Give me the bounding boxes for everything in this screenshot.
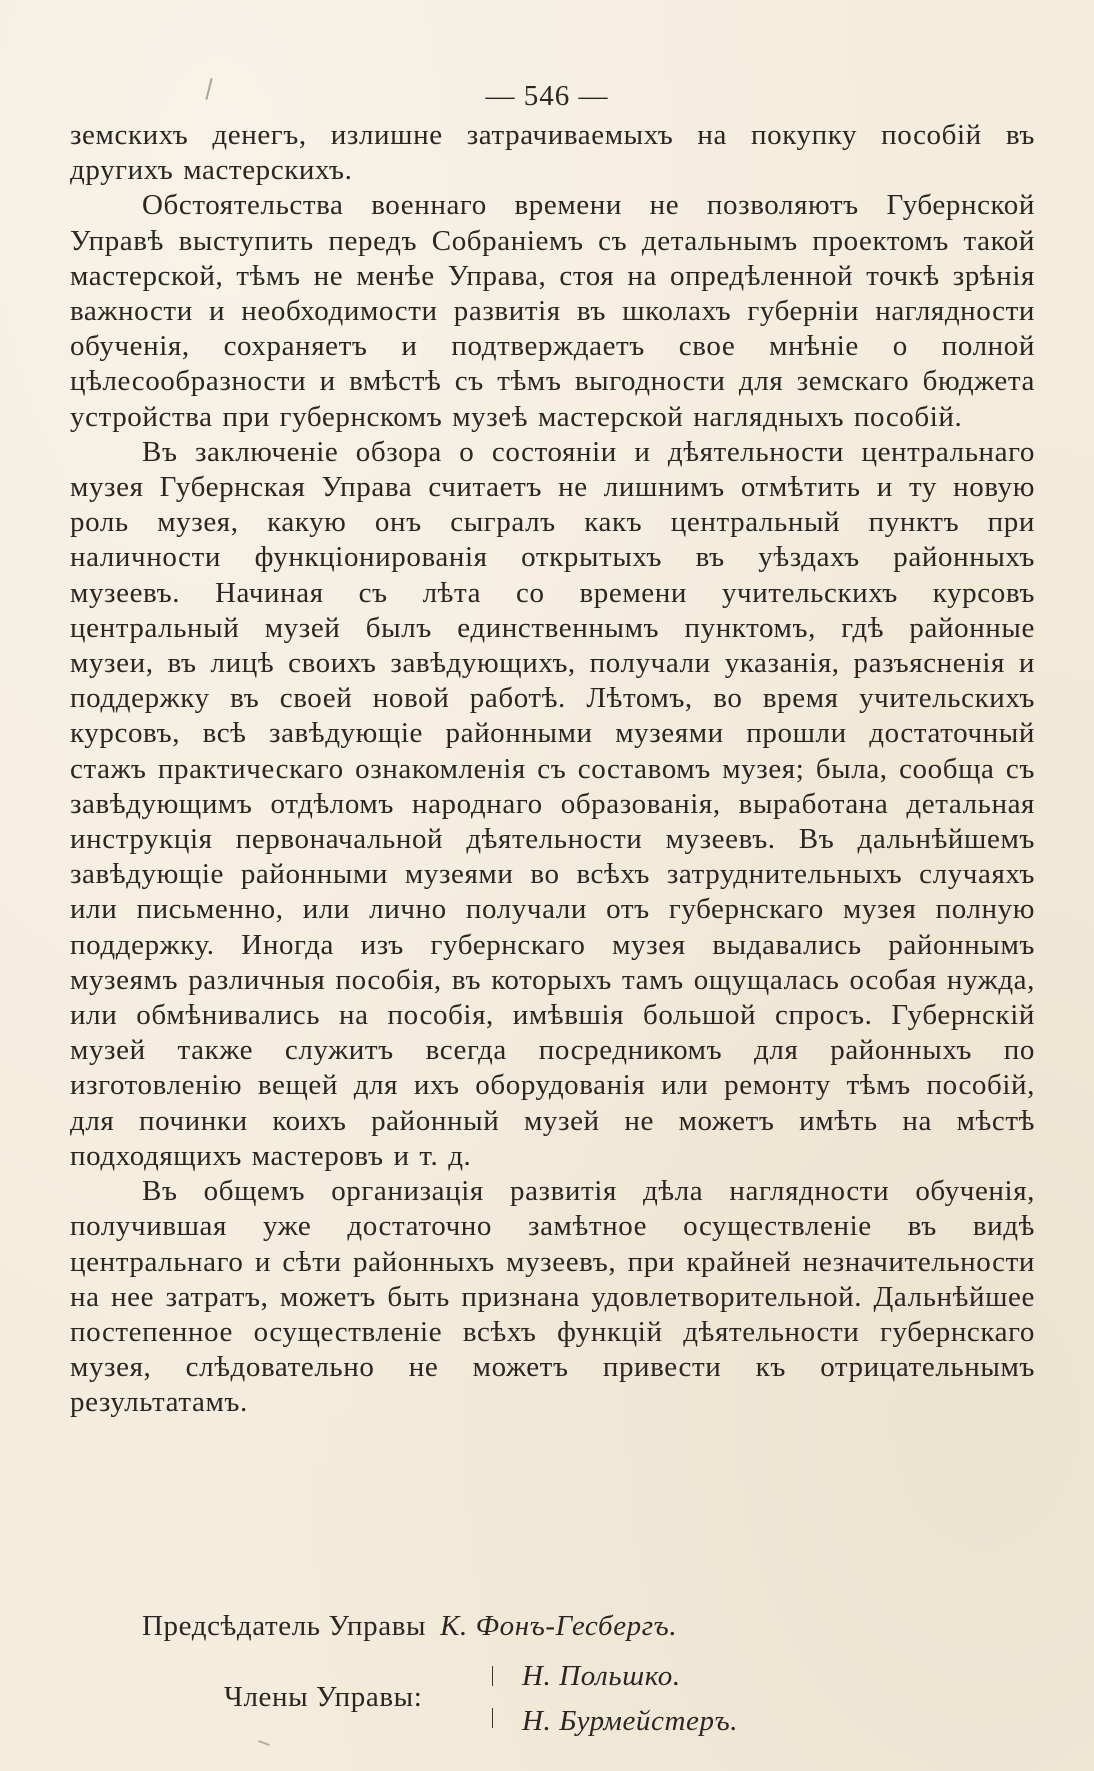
member-signature: Н. Польшко.	[522, 1660, 681, 1692]
brace-bottom	[492, 1708, 493, 1728]
paragraph-conclusion: Въ общемъ организація развитія дѣла наглядности обученія, получившая уже достаточно замѣтное осуществленіе въ видѣ центральнаго и сѣти районныхъ музеевъ, при крайней незначительности на нее затратъ, можетъ быть признана удовлетворительной. Дальнѣйшее постепенное осуществленіе всѣхъ функцій дѣятельности губернскаго музея, слѣдовательно не можетъ привести къ отрицательнымъ результатамъ.	[70, 1175, 1035, 1419]
body-text	[70, 118, 1035, 1421]
chairman-name: К. Фонъ-Гесбергъ.	[440, 1610, 678, 1642]
pencil-mark	[258, 1740, 270, 1746]
paragraph-workshop: Обстоятельства военнаго времени не позволяютъ Губернской Управѣ выступить передъ Собраніемъ съ детальнымъ проектомъ такой мастерской, тѣмъ не менѣе Управа, стоя на опредѣленной точкѣ зрѣнія важности и необходимости развитія въ школахъ губерніи наглядности обученія, сохраняетъ и подтверждаетъ свое мнѣніе о полной цѣлесообразности и вмѣстѣ съ тѣмъ выгодности для земскаго бюджета устройства при губернскомъ музеѣ мастерской наглядныхъ пособій.	[70, 189, 1035, 433]
members-label: Члены Управы:	[224, 1681, 423, 1713]
brace-top	[492, 1666, 493, 1686]
member-signature: Н. Бурмейстеръ.	[522, 1705, 739, 1737]
paragraph-continuation: земскихъ денегъ, излишне затрачиваемыхъ на покупку пособій въ другихъ мастерскихъ.	[70, 119, 1035, 187]
chairman-label: Предсѣдатель Управы	[142, 1610, 427, 1642]
paragraph-central-museum: Въ заключеніе обзора о состояніи и дѣятельности центральнаго музея Губернская Управа считаетъ не лишнимъ отмѣтить и ту новую роль музея, какую онъ сыгралъ какъ центральный пунктъ при наличности функціонированія открытыхъ въ уѣздахъ районныхъ музеевъ. Начиная съ лѣта со времени учительскихъ курсовъ центральный музей былъ единственнымъ пунктомъ, гдѣ районные музеи, въ лицѣ своихъ завѣдующихъ, получали указанія, разъясненія и поддержку въ своей новой работѣ. Лѣтомъ, во время учительскихъ курсовъ, всѣ завѣдующіе районными музеями прошли достаточный стажъ практическаго ознакомленія съ составомъ музея; была, сообща съ завѣдующимъ отдѣломъ народнаго образованія, выработана детальная инструкція первоначальной дѣятельности музеевъ. Въ дальнѣйшемъ завѣдующіе районными музеями во всѣхъ затруднительныхъ случаяхъ или письменно, или лично получали отъ губернскаго музея полную поддержку. Иногда изъ губернскаго музея выдавались районнымъ музеямъ различныя пособія, въ которыхъ тамъ ощущалась особая нужда, или обмѣнивались на пособія, имѣвшія большой спросъ. Губернскій музей также служитъ всегда посредникомъ для районныхъ по изготовленію вещей для ихъ оборудованія или ремонту тѣмъ пособій, для починки коихъ районный музей не можетъ имѣть на мѣстѣ подходящихъ мастеровъ и т. д.	[70, 435, 1035, 1172]
page-number: — 546 —	[485, 80, 609, 112]
chairman-signature	[142, 1610, 677, 1643]
